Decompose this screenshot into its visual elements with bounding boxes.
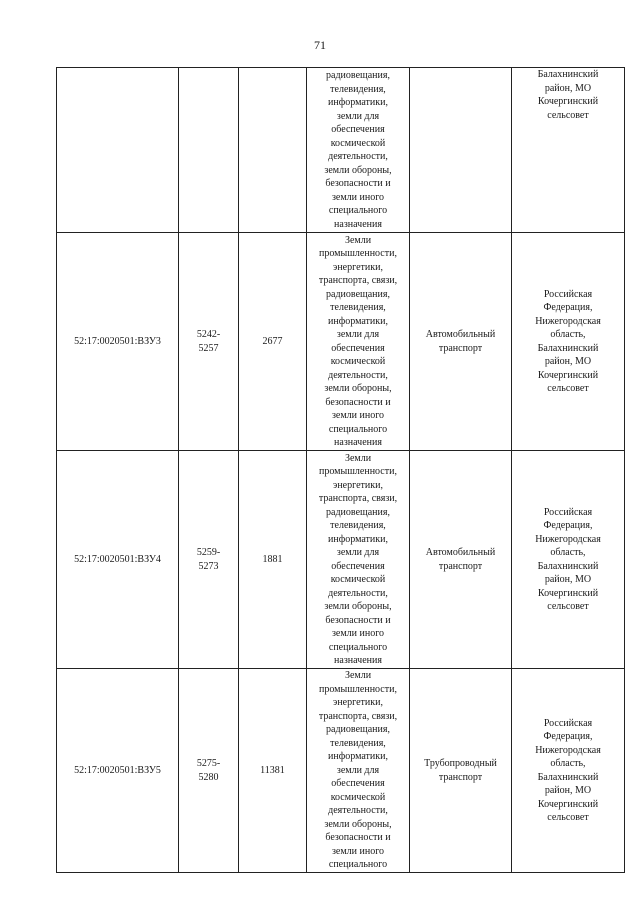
cadastral-number-cell: 52:17:0020501:ВЗУ4 [57, 451, 179, 669]
land-category-cell: Земли промышленности, энергетики, транспорта, связи, радиовещания, телевидения, информатики, земли для обеспечения космической деятельности, земли обороны, безопасности и земли иного специального [307, 669, 410, 873]
location-cell: Российская Федерация, Нижегородская область, Балахнинский район, МО Кочергинский сельсовет [512, 233, 625, 451]
point-numbers-cell: 5242- 5257 [179, 233, 239, 451]
location-cell: Российская Федерация, Нижегородская область, Балахнинский район, МО Кочергинский сельсовет [512, 451, 625, 669]
permitted-use-cell: Автомобильный транспорт [410, 451, 512, 669]
point-numbers-cell: 5259- 5273 [179, 451, 239, 669]
table-row [57, 68, 625, 233]
point-numbers-cell: 5275- 5280 [179, 669, 239, 873]
page-number: 71 [314, 38, 326, 52]
permitted-use-cell: Автомобильный транспорт [410, 233, 512, 451]
cadastral-number-cell [57, 68, 179, 233]
land-category-cell: Земли промышленности, энергетики, транспорта, связи, радиовещания, телевидения, информатики, земли для обеспечения космической деятельности, земли обороны, безопасности и земли иного специального назначения [307, 233, 410, 451]
land-plots-table [56, 67, 625, 873]
permitted-use-cell: Трубопроводный транспорт [410, 669, 512, 873]
table-row [57, 233, 625, 451]
area-cell: 11381 [239, 669, 307, 873]
area-cell: 2677 [239, 233, 307, 451]
location-cell: Российская Федерация, Нижегородская область, Балахнинский район, МО Кочергинский сельсовет [512, 669, 625, 873]
permitted-use-cell [410, 68, 512, 233]
table-row [57, 669, 625, 873]
cadastral-number-cell: 52:17:0020501:ВЗУ5 [57, 669, 179, 873]
table-row [57, 451, 625, 669]
area-cell: 1881 [239, 451, 307, 669]
land-category-cell: радиовещания, телевидения, информатики, земли для обеспечения космической деятельности, земли обороны, безопасности и земли иного специального назначения [307, 68, 410, 233]
cadastral-number-cell: 52:17:0020501:ВЗУ3 [57, 233, 179, 451]
area-cell [239, 68, 307, 233]
land-category-cell: Земли промышленности, энергетики, транспорта, связи, радиовещания, телевидения, информатики, земли для обеспечения космической деятельности, земли обороны, безопасности и земли иного специального назначения [307, 451, 410, 669]
point-numbers-cell [179, 68, 239, 233]
location-cell: Балахнинский район, МО Кочергинский сельсовет [512, 68, 625, 233]
